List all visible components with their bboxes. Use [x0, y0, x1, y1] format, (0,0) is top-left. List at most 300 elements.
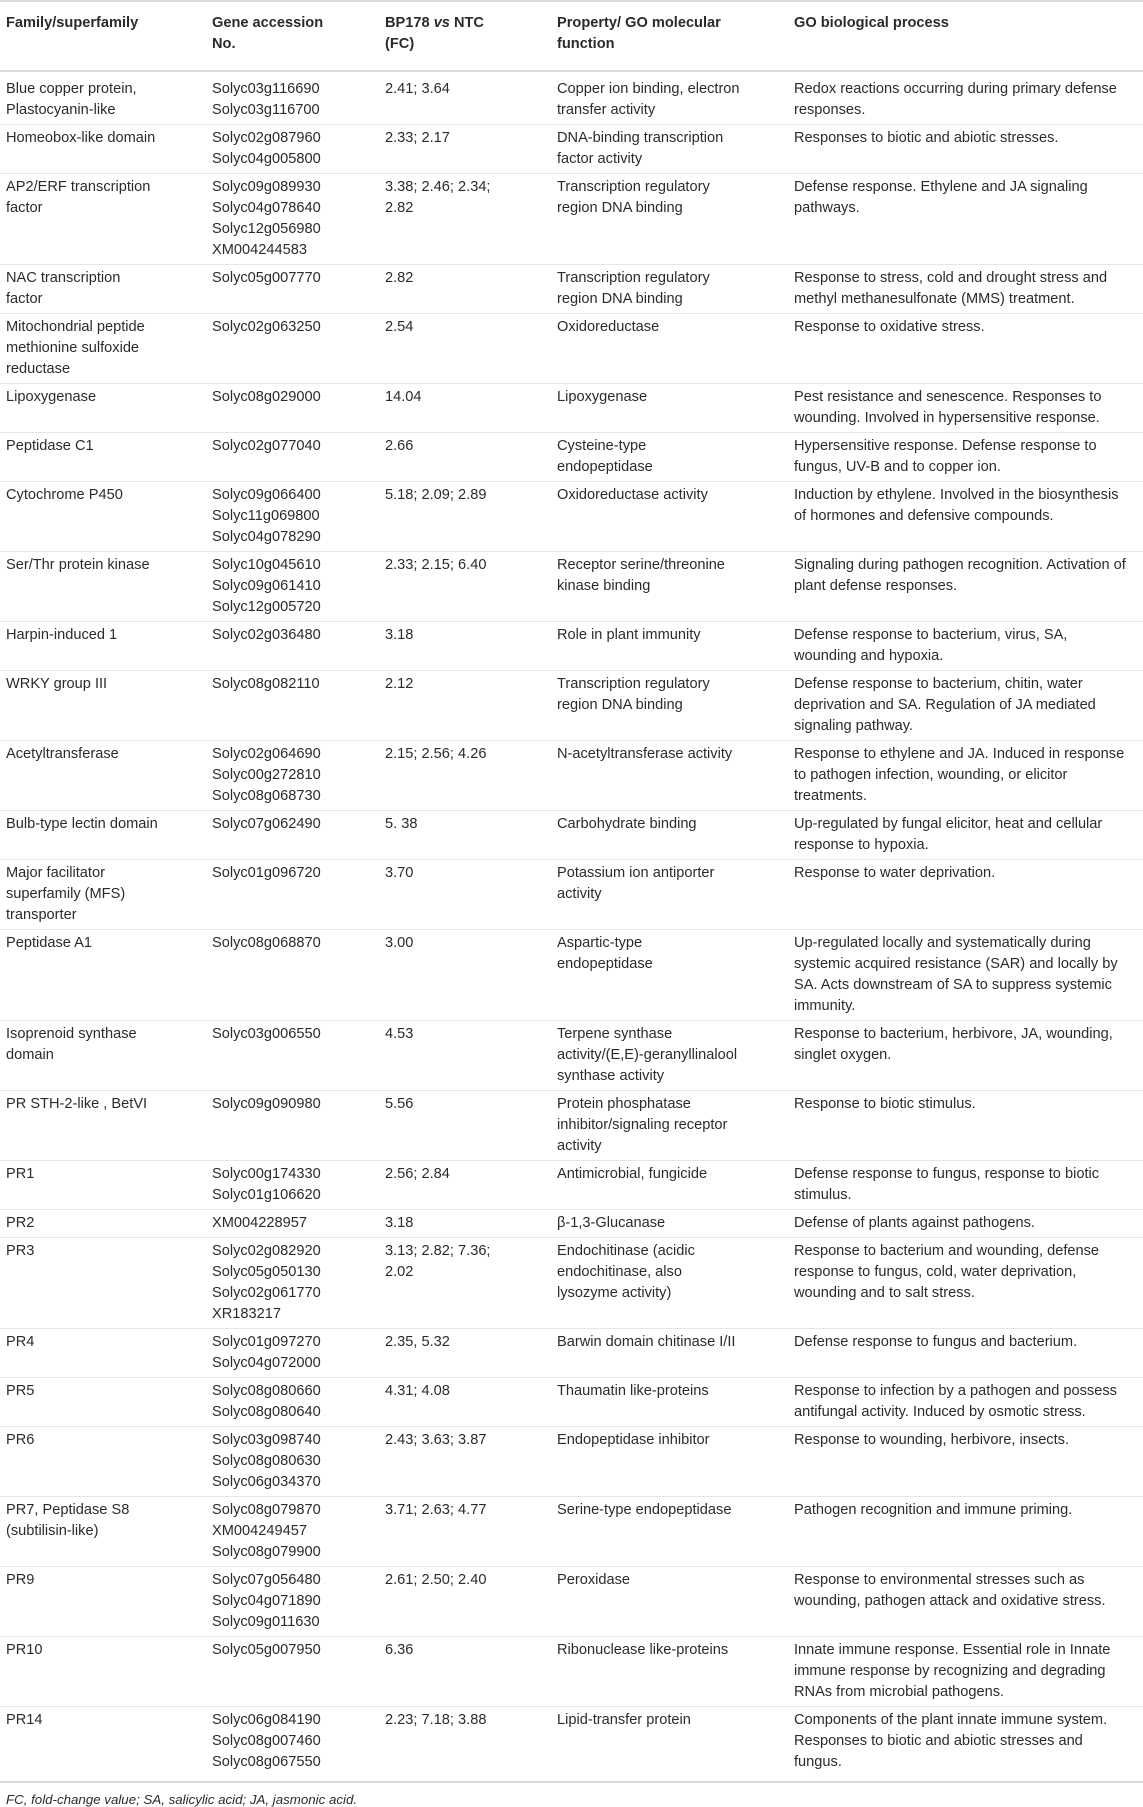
header-family-line: Family/superfamily	[6, 15, 139, 31]
molecular-function-cell-line: Lipoxygenase	[557, 389, 648, 405]
family-cell-line: PR3	[6, 1243, 35, 1259]
gene-accession-cell-line: Solyc01g097270	[212, 1334, 321, 1350]
biological-process-cell	[788, 811, 1143, 860]
family-cell-line: PR1	[6, 1166, 35, 1182]
header-molecular-function	[551, 1, 788, 71]
family-cell-line: Mitochondrial peptide	[6, 319, 145, 335]
fold-change-cell	[379, 1091, 551, 1161]
gene-accession-cell-line: Solyc12g005720	[212, 599, 321, 615]
fold-change-cell	[379, 1707, 551, 1783]
molecular-function-cell-line: activity	[557, 1138, 602, 1154]
biological-process-cell	[788, 174, 1143, 265]
molecular-function-cell-line: lysozyme activity)	[557, 1285, 672, 1301]
biological-process-cell-line: responses.	[794, 102, 866, 118]
family-cell	[0, 125, 206, 174]
fold-change-cell-line: 3.18	[385, 1215, 414, 1231]
molecular-function-cell-line: inhibitor/signaling receptor	[557, 1117, 728, 1133]
molecular-function-cell-line: Endopeptidase inhibitor	[557, 1432, 710, 1448]
family-cell	[0, 482, 206, 552]
gene-accession-cell	[206, 433, 379, 482]
molecular-function-cell-line: Antimicrobial, fungicide	[557, 1166, 708, 1182]
gene-accession-cell-line: Solyc01g096720	[212, 865, 321, 881]
fold-change-cell	[379, 314, 551, 384]
molecular-function-cell-line: synthase activity	[557, 1068, 665, 1084]
biological-process-cell-line: signaling pathway.	[794, 718, 913, 734]
gene-accession-cell-line: Solyc08g068870	[212, 935, 321, 951]
molecular-function-cell-line: Endochitinase (acidic	[557, 1243, 695, 1259]
biological-process-cell	[788, 1210, 1143, 1238]
biological-process-cell	[788, 433, 1143, 482]
molecular-function-cell-line: Receptor serine/threonine	[557, 557, 725, 573]
family-cell-line: methionine sulfoxide	[6, 340, 140, 356]
gene-accession-cell-line: Solyc08g068730	[212, 788, 321, 804]
gene-accession-cell-line: Solyc05g007950	[212, 1642, 321, 1658]
table-footnote: FC, fold-change value; SA, salicylic acid; JA, jasmonic acid.	[6, 1792, 358, 1807]
table-row	[0, 622, 1143, 671]
molecular-function-cell-line: Oxidoreductase	[557, 319, 660, 335]
molecular-function-cell-line: Carbohydrate binding	[557, 816, 697, 832]
molecular-function-cell	[551, 1021, 788, 1091]
family-cell-line: Acetyltransferase	[6, 746, 119, 762]
family-cell	[0, 314, 206, 384]
fold-change-cell-line: 2.41; 3.64	[385, 81, 450, 97]
family-cell	[0, 1091, 206, 1161]
fold-change-cell	[379, 1210, 551, 1238]
molecular-function-cell-line: Potassium ion antiporter	[557, 865, 715, 881]
fold-change-cell-line: 2.15; 2.56; 4.26	[385, 746, 487, 762]
header-biological-process-line: GO biological process	[794, 15, 949, 31]
gene-accession-cell	[206, 741, 379, 811]
table-row	[0, 265, 1143, 314]
fold-change-cell-line: 6.36	[385, 1642, 414, 1658]
table-row	[0, 125, 1143, 174]
biological-process-cell-line: fungus.	[794, 1754, 842, 1770]
biological-process-cell-line: Response to biotic stimulus.	[794, 1096, 976, 1112]
gene-accession-cell	[206, 1161, 379, 1210]
biological-process-cell-line: deprivation and SA. Regulation of JA mediated	[794, 697, 1096, 713]
biological-process-cell-line: wounding and hypoxia.	[794, 648, 944, 664]
fold-change-cell	[379, 552, 551, 622]
family-cell	[0, 811, 206, 860]
table-row	[0, 1567, 1143, 1637]
header-biological-process	[788, 1, 1143, 71]
family-cell-line: transporter	[6, 907, 77, 923]
fold-change-cell-line: 4.53	[385, 1026, 414, 1042]
biological-process-cell-line: Response to environmental stresses such as	[794, 1572, 1085, 1588]
table-row	[0, 1427, 1143, 1497]
molecular-function-cell	[551, 930, 788, 1021]
molecular-function-cell	[551, 622, 788, 671]
gene-accession-cell-line: Solyc03g098740	[212, 1432, 321, 1448]
family-cell-line: reductase	[6, 361, 71, 377]
biological-process-cell-line: Response to ethylene and JA. Induced in response	[794, 746, 1125, 762]
gene-accession-cell	[206, 930, 379, 1021]
biological-process-cell-line: Responses to biotic and abiotic stresses.	[794, 130, 1059, 146]
biological-process-cell	[788, 930, 1143, 1021]
family-cell	[0, 1567, 206, 1637]
gene-accession-cell-line: Solyc00g174330	[212, 1166, 321, 1182]
biological-process-cell-line: Response to bacterium, herbivore, JA, wounding,	[794, 1026, 1113, 1042]
biological-process-cell-line: Hypersensitive response. Defense response to	[794, 438, 1097, 454]
family-cell-line: WRKY group III	[6, 676, 108, 692]
header-molecular-function-line: function	[557, 36, 615, 52]
biological-process-cell	[788, 552, 1143, 622]
biological-process-cell	[788, 71, 1143, 125]
fold-change-cell-line: 3.18	[385, 627, 414, 643]
fold-change-cell	[379, 622, 551, 671]
molecular-function-cell-line: Transcription regulatory	[557, 676, 710, 692]
gene-accession-cell-line: Solyc09g089930	[212, 179, 321, 195]
biological-process-cell-line: plant defense responses.	[794, 578, 958, 594]
fold-change-cell-line: 3.71; 2.63; 4.77	[385, 1502, 487, 1518]
biological-process-cell-line: systemic acquired resistance (SAR) and locally by	[794, 956, 1118, 972]
gene-accession-cell	[206, 1497, 379, 1567]
family-cell	[0, 741, 206, 811]
family-cell-line: Harpin-induced 1	[6, 627, 118, 643]
molecular-function-cell	[551, 811, 788, 860]
biological-process-cell	[788, 860, 1143, 930]
molecular-function-cell	[551, 1329, 788, 1378]
gene-accession-cell	[206, 125, 379, 174]
gene-accession-cell-line: Solyc08g029000	[212, 389, 321, 405]
family-cell-line: factor	[6, 291, 43, 307]
biological-process-cell-line: antifungal activity. Induced by osmotic stress.	[794, 1404, 1086, 1420]
family-cell-line: PR STH-2-like , BetVI	[6, 1096, 148, 1112]
fold-change-cell-line: 2.56; 2.84	[385, 1166, 450, 1182]
family-cell-line: PR4	[6, 1334, 35, 1350]
family-cell-line: Lipoxygenase	[6, 389, 97, 405]
header-fold-change	[379, 1, 551, 71]
fold-change-cell	[379, 384, 551, 433]
gene-accession-cell-line: Solyc03g116700	[212, 102, 320, 118]
molecular-function-cell	[551, 71, 788, 125]
gene-accession-cell	[206, 1427, 379, 1497]
table-row	[0, 482, 1143, 552]
biological-process-cell-line: Defense response to fungus, response to biotic	[794, 1166, 1100, 1182]
table-row	[0, 314, 1143, 384]
molecular-function-cell-line: Role in plant immunity	[557, 627, 701, 643]
molecular-function-cell-line: endochitinase, also	[557, 1264, 682, 1280]
gene-accession-cell-line: Solyc08g082110	[212, 676, 320, 692]
header-gene-accession-line: No.	[212, 36, 236, 52]
molecular-function-cell-line: endopeptidase	[557, 459, 653, 475]
biological-process-cell-line: Response to oxidative stress.	[794, 319, 985, 335]
table-row	[0, 1091, 1143, 1161]
gene-accession-cell-line: Solyc04g072000	[212, 1355, 321, 1371]
molecular-function-cell-line: Transcription regulatory	[557, 270, 710, 286]
biological-process-cell-line: Induction by ethylene. Involved in the biosynthesis	[794, 487, 1119, 503]
fold-change-cell-line: 3.70	[385, 865, 414, 881]
biological-process-cell	[788, 1567, 1143, 1637]
gene-accession-cell	[206, 552, 379, 622]
fold-change-cell	[379, 1567, 551, 1637]
biological-process-cell-line: Innate immune response. Essential role in Innate	[794, 1642, 1111, 1658]
molecular-function-cell-line: Serine-type endopeptidase	[557, 1502, 732, 1518]
gene-accession-cell-line: Solyc09g061410	[212, 578, 321, 594]
biological-process-cell	[788, 1329, 1143, 1378]
fold-change-cell-line: 2.82	[385, 270, 414, 286]
gene-accession-cell-line: Solyc02g087960	[212, 130, 321, 146]
fold-change-cell-line: 2.33; 2.15; 6.40	[385, 557, 487, 573]
biological-process-cell	[788, 1378, 1143, 1427]
gene-accession-cell-line: Solyc08g080630	[212, 1453, 321, 1469]
family-cell	[0, 1238, 206, 1329]
table-row	[0, 174, 1143, 265]
gene-accession-cell	[206, 622, 379, 671]
biological-process-cell-line: Defense of plants against pathogens.	[794, 1215, 1035, 1231]
fold-change-cell-line: 2.35, 5.32	[385, 1334, 450, 1350]
gene-accession-cell	[206, 671, 379, 741]
family-cell	[0, 1378, 206, 1427]
molecular-function-cell	[551, 433, 788, 482]
fold-change-cell-line: 5.56	[385, 1096, 414, 1112]
header-gene-accession	[206, 1, 379, 71]
gene-accession-cell-line: Solyc06g034370	[212, 1474, 321, 1490]
gene-accession-cell-line: Solyc08g080660	[212, 1383, 321, 1399]
molecular-function-cell	[551, 671, 788, 741]
fold-change-cell-line: 2.02	[385, 1264, 414, 1280]
fold-change-cell-line: 14.04	[385, 389, 422, 405]
table-row	[0, 1378, 1143, 1427]
header-family	[0, 1, 206, 71]
biological-process-cell	[788, 314, 1143, 384]
family-cell-line: (subtilisin-like)	[6, 1523, 99, 1539]
gene-accession-cell-line: Solyc11g069800	[212, 508, 320, 524]
biological-process-cell-line: response to fungus, cold, water deprivation,	[794, 1264, 1077, 1280]
gene-accession-cell-line: Solyc08g080640	[212, 1404, 321, 1420]
gene-accession-cell-line: Solyc09g090980	[212, 1096, 321, 1112]
gene-accession-cell	[206, 1637, 379, 1707]
fold-change-cell-line: 2.33; 2.17	[385, 130, 450, 146]
fold-change-cell	[379, 1427, 551, 1497]
biological-process-cell-line: Response to infection by a pathogen and possess	[794, 1383, 1117, 1399]
gene-accession-cell	[206, 1238, 379, 1329]
gene-accession-cell	[206, 482, 379, 552]
family-cell	[0, 622, 206, 671]
fold-change-cell-line: 2.66	[385, 438, 414, 454]
biological-process-cell	[788, 265, 1143, 314]
gene-accession-cell	[206, 811, 379, 860]
family-cell-line: NAC transcription	[6, 270, 121, 286]
fold-change-cell	[379, 1329, 551, 1378]
table-body	[0, 71, 1143, 1782]
gene-accession-cell-line: Solyc09g011630	[212, 1614, 320, 1630]
gene-accession-cell-line: Solyc02g064690	[212, 746, 321, 762]
gene-accession-cell-line: Solyc03g006550	[212, 1026, 321, 1042]
family-cell	[0, 1021, 206, 1091]
family-cell-line: Major facilitator	[6, 865, 105, 881]
biological-process-cell	[788, 1497, 1143, 1567]
molecular-function-cell	[551, 1378, 788, 1427]
molecular-function-cell-line: region DNA binding	[557, 200, 683, 216]
table-header	[0, 1, 1143, 71]
fold-change-cell	[379, 860, 551, 930]
biological-process-cell	[788, 1091, 1143, 1161]
molecular-function-cell	[551, 860, 788, 930]
molecular-function-cell-line: activity/(E,E)-geranyllinalool	[557, 1047, 738, 1063]
biological-process-cell	[788, 622, 1143, 671]
biological-process-cell-line: Responses to biotic and abiotic stresses and	[794, 1733, 1083, 1749]
table-row	[0, 1238, 1143, 1329]
molecular-function-cell	[551, 1637, 788, 1707]
molecular-function-cell-line: Thaumatin like-proteins	[557, 1383, 709, 1399]
table-row	[0, 1637, 1143, 1707]
molecular-function-cell	[551, 1238, 788, 1329]
family-cell	[0, 433, 206, 482]
family-cell	[0, 860, 206, 930]
biological-process-cell-line: of hormones and defensive compounds.	[794, 508, 1054, 524]
biological-process-cell-line: wounding. Involved in hypersensitive response.	[794, 410, 1100, 426]
biological-process-cell	[788, 671, 1143, 741]
family-cell-line: Blue copper protein,	[6, 81, 137, 97]
family-cell	[0, 1427, 206, 1497]
biological-process-cell-line: immunity.	[794, 998, 856, 1014]
gene-accession-cell-line: Solyc10g045610	[212, 557, 321, 573]
fold-change-cell	[379, 174, 551, 265]
family-cell	[0, 552, 206, 622]
molecular-function-cell-line: region DNA binding	[557, 697, 683, 713]
family-cell-line: PR9	[6, 1572, 35, 1588]
gene-accession-cell	[206, 1210, 379, 1238]
molecular-function-cell	[551, 314, 788, 384]
fold-change-cell-line: 2.82	[385, 200, 414, 216]
table-row	[0, 1707, 1143, 1783]
gene-accession-cell	[206, 174, 379, 265]
biological-process-cell-line: Defense response to bacterium, virus, SA,	[794, 627, 1068, 643]
molecular-function-cell	[551, 552, 788, 622]
molecular-function-cell-line: factor activity	[557, 151, 643, 167]
molecular-function-cell-line: Barwin domain chitinase I/II	[557, 1334, 736, 1350]
family-cell	[0, 1497, 206, 1567]
gene-accession-cell-line: Solyc01g106620	[212, 1187, 321, 1203]
molecular-function-cell-line: Oxidoreductase activity	[557, 487, 708, 503]
biological-process-cell	[788, 1021, 1143, 1091]
header-row	[0, 1, 1143, 71]
family-cell	[0, 1210, 206, 1238]
fold-change-cell-line: 2.43; 3.63; 3.87	[385, 1432, 487, 1448]
fold-change-cell	[379, 671, 551, 741]
molecular-function-cell	[551, 125, 788, 174]
biological-process-cell	[788, 1707, 1143, 1783]
gene-accession-cell-line: Solyc02g077040	[212, 438, 321, 454]
gene-accession-cell	[206, 1567, 379, 1637]
gene-accession-cell-line: Solyc02g063250	[212, 319, 321, 335]
family-cell	[0, 1161, 206, 1210]
molecular-function-cell	[551, 1567, 788, 1637]
biological-process-cell-line: Defense response to fungus and bacterium.	[794, 1334, 1078, 1350]
family-cell-line: PR2	[6, 1215, 35, 1231]
gene-accession-cell	[206, 1329, 379, 1378]
molecular-function-cell	[551, 1707, 788, 1783]
biological-process-cell-line: Up-regulated by fungal elicitor, heat and cellular	[794, 816, 1103, 832]
table-row	[0, 1329, 1143, 1378]
family-cell	[0, 671, 206, 741]
family-cell	[0, 174, 206, 265]
molecular-function-cell-line: Aspartic-type	[557, 935, 643, 951]
family-cell-line: Isoprenoid synthase	[6, 1026, 137, 1042]
molecular-function-cell-line: transfer activity	[557, 102, 656, 118]
table-row	[0, 671, 1143, 741]
fold-change-cell	[379, 930, 551, 1021]
family-cell	[0, 1707, 206, 1783]
family-cell	[0, 1329, 206, 1378]
molecular-function-cell-line: Transcription regulatory	[557, 179, 710, 195]
header-gene-accession-line: Gene accession	[212, 15, 324, 31]
family-cell	[0, 265, 206, 314]
gene-accession-cell	[206, 314, 379, 384]
biological-process-cell-line: Response to bacterium and wounding, defense	[794, 1243, 1100, 1259]
family-cell-line: AP2/ERF transcription	[6, 179, 151, 195]
molecular-function-cell	[551, 741, 788, 811]
table-row	[0, 71, 1143, 125]
fold-change-cell	[379, 1637, 551, 1707]
biological-process-cell	[788, 1637, 1143, 1707]
biological-process-cell-line: wounding and to salt stress.	[794, 1285, 975, 1301]
fold-change-cell-line: 3.00	[385, 935, 414, 951]
molecular-function-cell-line: Copper ion binding, electron	[557, 81, 740, 97]
gene-accession-cell-line: Solyc00g272810	[212, 767, 321, 783]
biological-process-cell-line: methyl methanesulfonate (MMS) treatment.	[794, 291, 1075, 307]
biological-process-cell-line: Pest resistance and senescence. Responses to	[794, 389, 1102, 405]
gene-accession-cell-line: Solyc04g078640	[212, 200, 321, 216]
table-row	[0, 930, 1143, 1021]
gene-accession-cell-line: Solyc02g061770	[212, 1285, 321, 1301]
gene-accession-cell	[206, 1378, 379, 1427]
table-row	[0, 1161, 1143, 1210]
family-cell	[0, 1637, 206, 1707]
gene-accession-cell	[206, 384, 379, 433]
biological-process-cell	[788, 1238, 1143, 1329]
fold-change-cell-line: 3.13; 2.82; 7.36;	[385, 1243, 491, 1259]
fold-change-cell	[379, 1021, 551, 1091]
biological-process-cell-line: Redox reactions occurring during primary defense	[794, 81, 1117, 97]
biological-process-cell	[788, 741, 1143, 811]
molecular-function-cell-line: activity	[557, 886, 602, 902]
molecular-function-cell-line: kinase binding	[557, 578, 651, 594]
molecular-function-cell-line: Terpene synthase	[557, 1026, 673, 1042]
gene-accession-cell-line: Solyc08g007460	[212, 1733, 321, 1749]
molecular-function-cell-line: DNA-binding transcription	[557, 130, 724, 146]
family-cell-line: PR10	[6, 1642, 43, 1658]
gene-accession-cell-line: XM004244583	[212, 242, 307, 258]
family-cell-line: PR5	[6, 1383, 35, 1399]
biological-process-cell	[788, 384, 1143, 433]
biological-process-cell-line: to pathogen infection, wounding, or elicitor	[794, 767, 1068, 783]
molecular-function-cell	[551, 1161, 788, 1210]
biological-process-cell-line: pathways.	[794, 200, 860, 216]
family-cell-line: PR14	[6, 1712, 43, 1728]
fold-change-cell	[379, 811, 551, 860]
table-row	[0, 811, 1143, 860]
fold-change-cell-line: 5.18; 2.09; 2.89	[385, 487, 487, 503]
molecular-function-cell-line: Protein phosphatase	[557, 1096, 691, 1112]
biological-process-cell-line: singlet oxygen.	[794, 1047, 892, 1063]
fold-change-cell	[379, 1378, 551, 1427]
gene-accession-cell	[206, 265, 379, 314]
fold-change-cell	[379, 482, 551, 552]
gene-accession-cell-line: Solyc08g079900	[212, 1544, 321, 1560]
biological-process-cell	[788, 1161, 1143, 1210]
family-cell	[0, 930, 206, 1021]
family-cell	[0, 384, 206, 433]
gene-accession-cell-line: Solyc05g007770	[212, 270, 321, 286]
family-cell-line: domain	[6, 1047, 54, 1063]
gene-accession-cell-line: Solyc08g079870	[212, 1502, 321, 1518]
fold-change-cell-line: 3.38; 2.46; 2.34;	[385, 179, 491, 195]
molecular-function-cell	[551, 1497, 788, 1567]
gene-accession-cell	[206, 1707, 379, 1783]
biological-process-cell-line: Response to water deprivation.	[794, 865, 996, 881]
